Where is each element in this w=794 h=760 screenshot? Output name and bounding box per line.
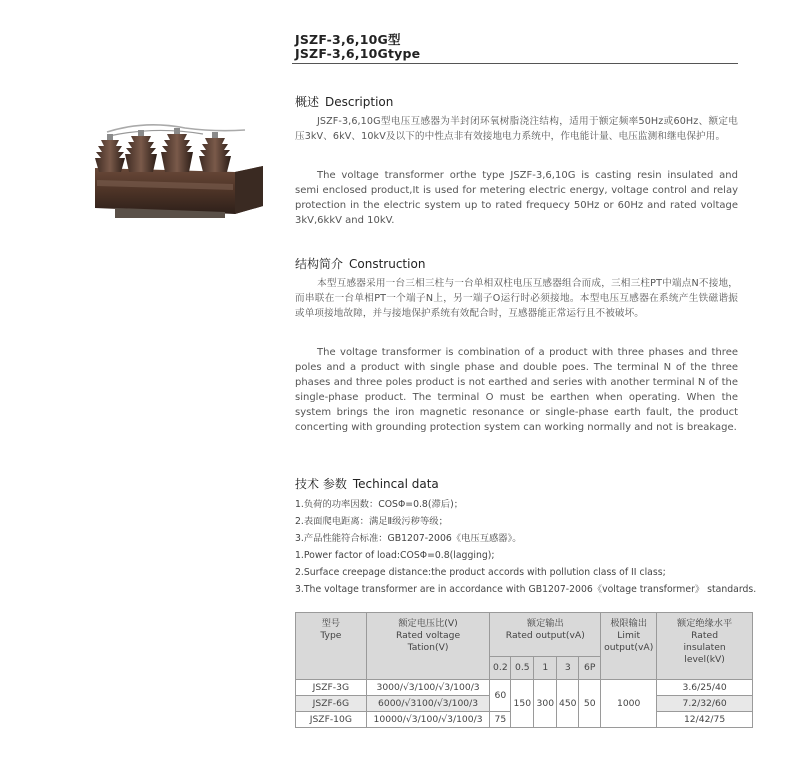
cell-ratio: 10000/√3/100/√3/100/3 [366,712,490,728]
technical-item: 2.表面爬电距离：满足Ⅱ级污秽等级； [295,516,448,527]
cell-type: JSZF-6G [296,696,367,712]
cell-acc-02-b: 75 [490,712,511,728]
technical-item: 3.The voltage transformer are in accordance with GB1207-2006《voltage transformer》 standards. [295,584,757,595]
th-insulation [657,613,753,680]
cell-limit: 1000 [601,680,657,728]
cell-insulation: 7.2/32/60 [657,696,753,712]
description-heading-cn: 概述 [295,95,320,109]
technical-item: 1.Power factor of load:COSΦ=0.8(lagging); [295,550,495,561]
construction-text-cn [295,276,738,321]
th-limit-cn: 极限输出 [610,618,648,629]
th-output-cn: 额定输出 [526,618,564,629]
construction-text-cn-body: 本型互感器采用一台三相三柱与一台单相双柱电压互感器组合而成，三相三柱PT中端点N不接地，而串联在一台单相PT一个端子N上，另一端子O运行时必须接地。本型电压互感器在系统产生铁磁谐振或单项接地故障，并与接地保护系统有效配合时，互感器能正常运行且不被破坏。 [295,278,738,319]
th-type-cn: 型号 [321,618,341,629]
cell-acc-05: 150 [511,680,534,728]
table-row [296,680,753,696]
th-type [296,613,367,680]
th-output-en: Rated output(vA) [505,630,585,641]
description-text-cn [295,114,738,144]
cell-insulation: 3.6/25/40 [657,680,753,696]
th-insul-en1: Rated [691,630,719,641]
th-ratio-en1: Rated voltage [395,630,461,641]
technical-heading [295,475,439,492]
cell-ratio: 6000/√3100/√3/100/3 [366,696,490,712]
th-type-en: Type [320,630,342,641]
description-heading-en: Description [325,95,394,109]
technical-heading-cn: 技术 参数 [295,477,347,491]
th-limit-en1: Limit [617,630,641,641]
cell-insulation: 12/42/75 [657,712,753,728]
th-ratio [366,613,490,680]
cell-acc-6p: 50 [579,680,601,728]
description-text-en [295,168,738,228]
th-output [490,613,601,657]
spec-table [295,612,753,728]
technical-heading-en: Techincal data [352,477,439,491]
th-class-6p: 6P [579,657,601,680]
construction-heading [295,255,425,272]
th-insul-en3: level(kV) [684,654,725,665]
cell-acc-1: 300 [534,680,557,728]
description-heading [295,93,393,110]
product-image [85,110,267,220]
construction-text-en [295,345,738,435]
cell-ratio: 3000/√3/100/√3/100/3 [366,680,490,696]
th-insul-cn: 额定绝缘水平 [677,618,733,629]
th-class-3: 3 [557,657,579,680]
cell-acc-02-a: 60 [490,680,511,712]
th-class-05: 0.5 [511,657,534,680]
description-text-en-body: The voltage transformer orthe type JSZF-3,6,10G is casting resin insulated and semi enclosed product,It is used for metering electric energy, voltage control and relay protection in the electric system up to rated frequecy 50Hz or 60Hz and rated voltage 3kV,6kkV and 10kV. [295,170,738,226]
cell-type: JSZF-10G [296,712,367,728]
cell-type: JSZF-3G [296,680,367,696]
th-class-1: 1 [534,657,557,680]
th-ratio-en2: Tation(V) [407,642,449,653]
title-divider [292,63,738,64]
technical-item: 2.Surface creepage distance:the product accords with pollution class of II class; [295,567,666,578]
construction-heading-en: Construction [349,257,426,271]
th-limit [601,613,657,680]
cell-acc-3: 450 [557,680,579,728]
construction-heading-cn: 结构简介 [295,257,344,271]
technical-item: 3.产品性能符合标准：GB1207-2006《电压互感器》。 [295,533,522,544]
technical-list [295,496,755,598]
construction-text-en-body: The voltage transformer is combination of a product with three phases and three poles and a product with single phase and double poes. The terminal N of the three phases and three poles product is not earthed and series with another terminal N of the single-phase product. The terminal O must be earthen when operating. When the system brings the iron magnetic resonance or single-phase earth fault, the product concerting with grounding protection system can working normally and not is breakage. [295,347,738,433]
product-title-cn: JSZF-3,6,10G型 [295,32,401,47]
product-title-en: JSZF-3,6,10Gtype [295,46,421,61]
th-insul-en2: insulaten [683,642,726,653]
technical-item: 1.负荷的功率因数：COSΦ=0.8(滞后)； [295,499,463,510]
th-limit-en2: output(vA) [604,642,654,653]
th-ratio-cn: 额定电压比(V) [398,618,458,629]
th-class-02: 0.2 [490,657,511,680]
description-text-cn-body: JSZF-3,6,10G型电压互感器为半封闭环氧树脂浇注结构，适用于额定频率50Hz或60Hz、额定电压3kV、6kV、10kV及以下的中性点非有效接地电力系统中，作电能计量、电压监测和继电保护用。 [295,116,738,142]
